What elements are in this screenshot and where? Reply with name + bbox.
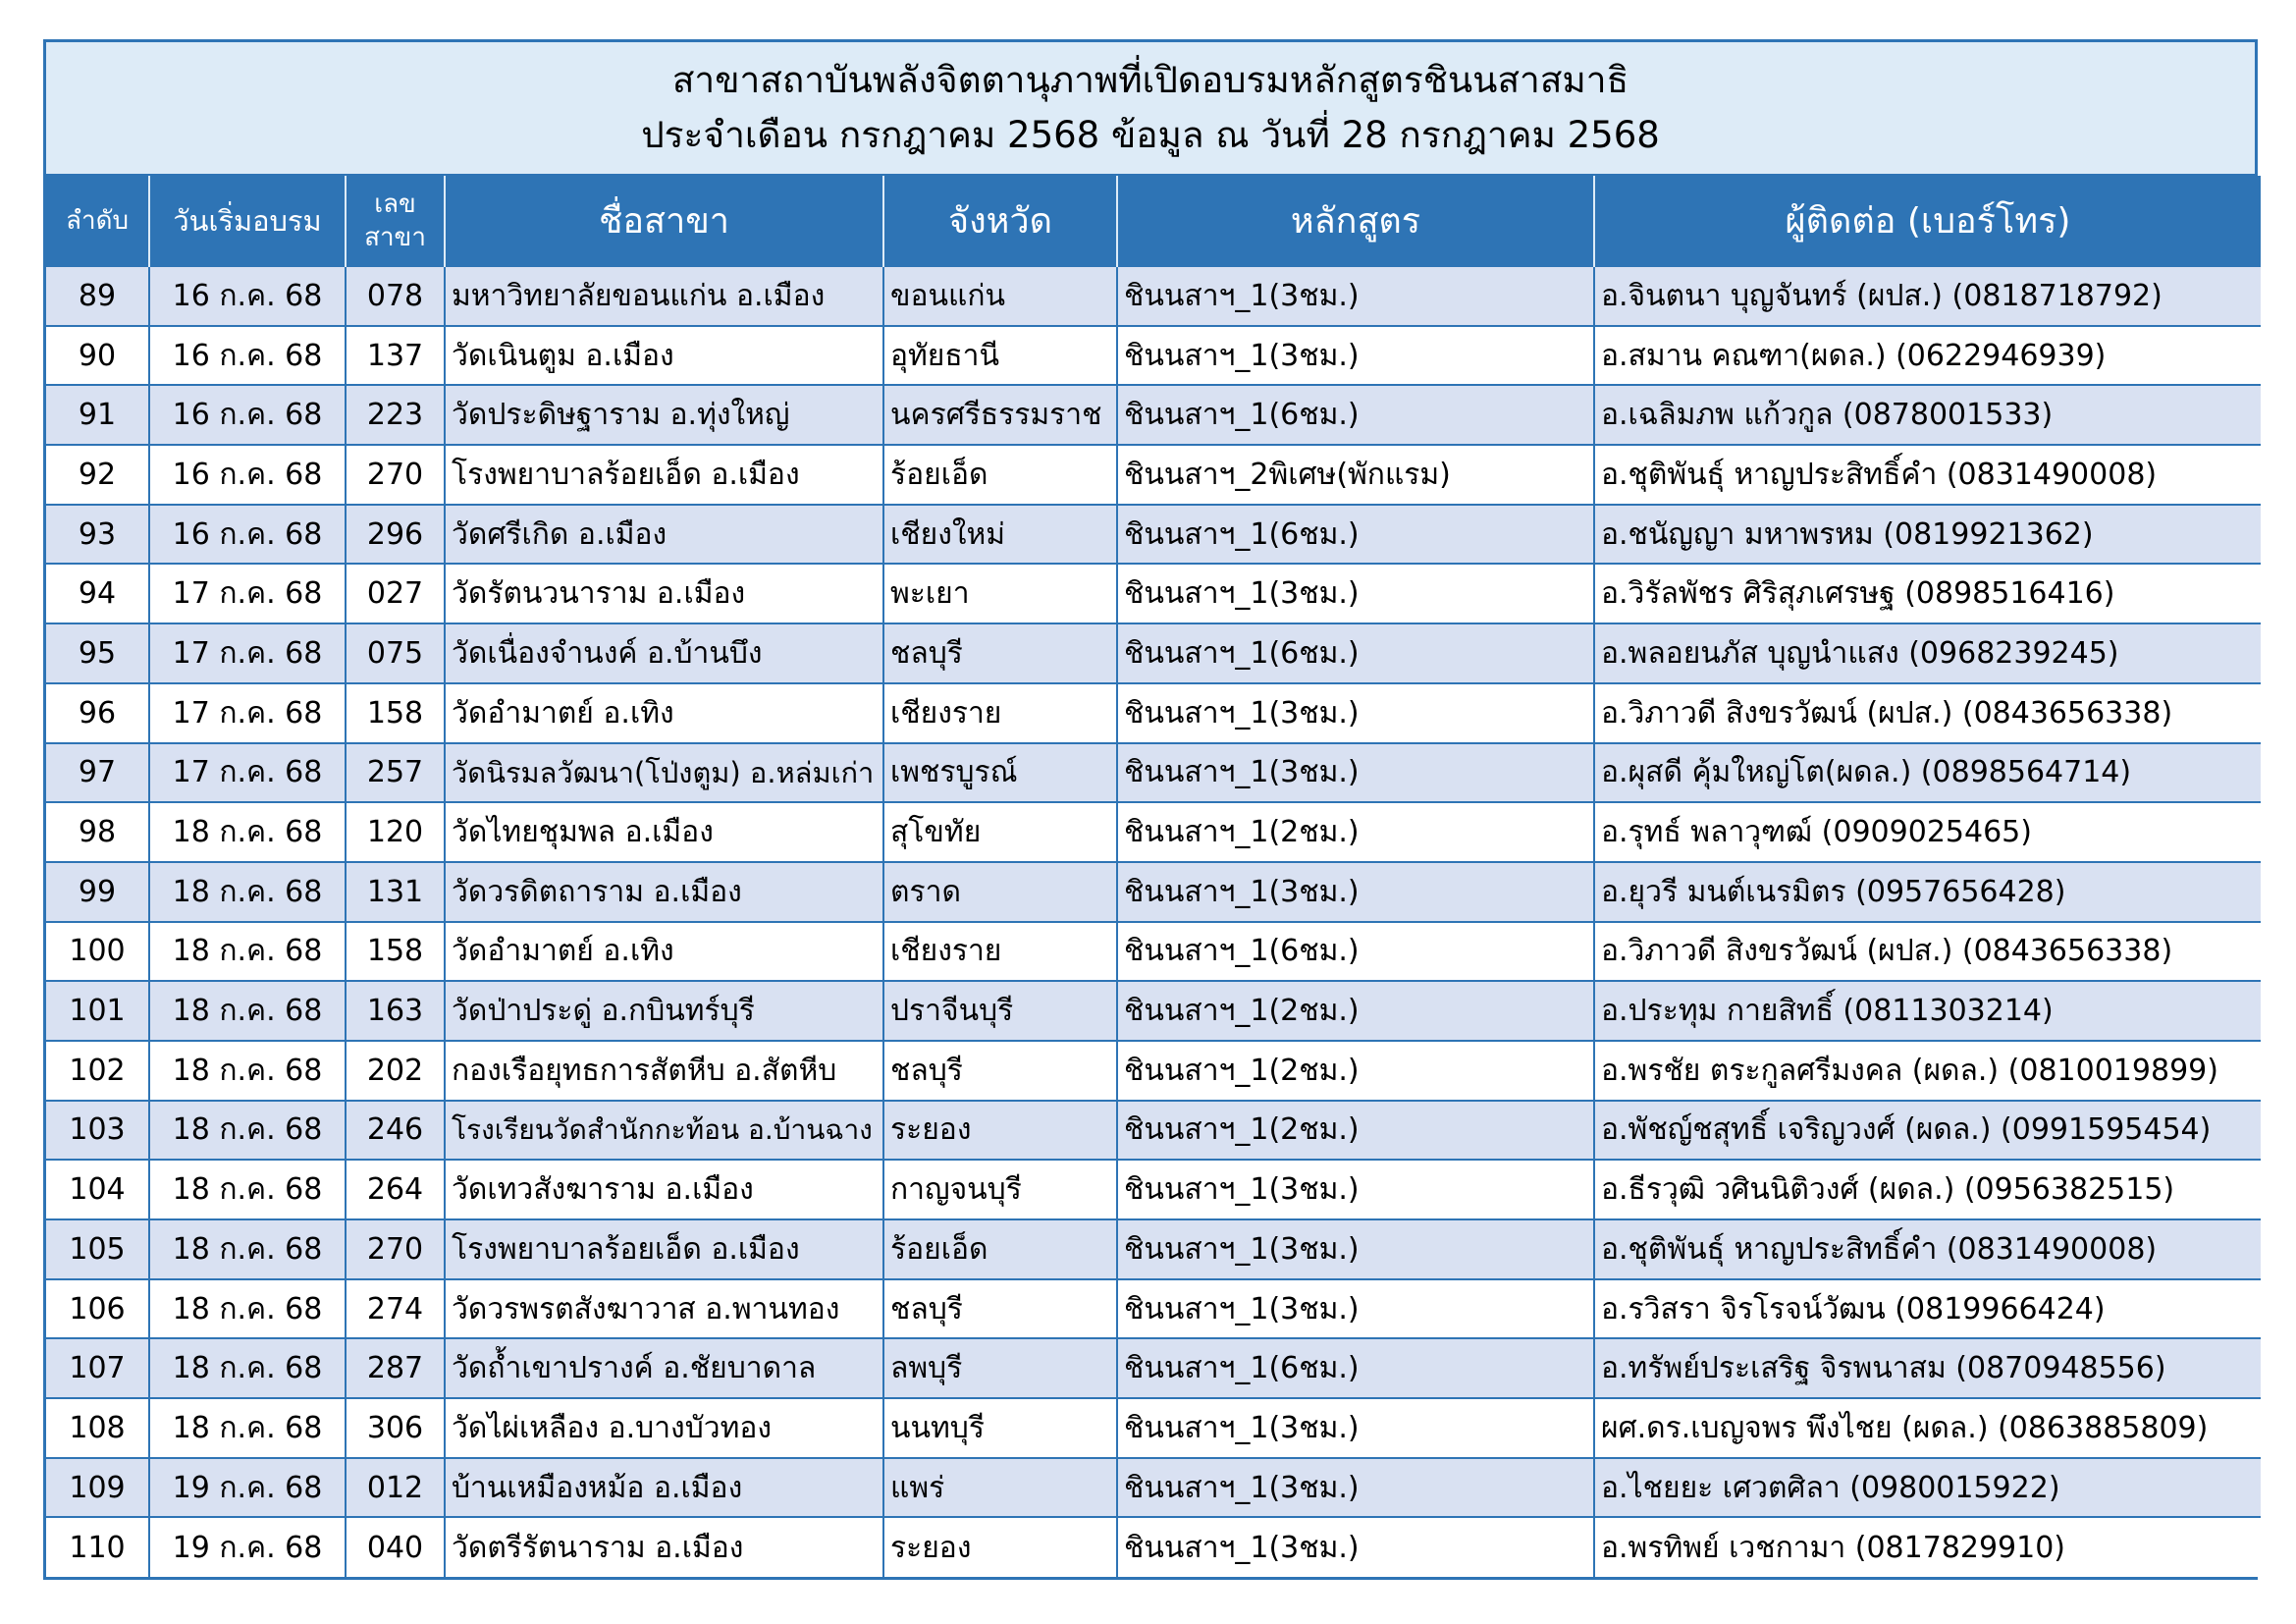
cell-contact: อ.ประทุม กายสิทธิ์ (0811303214) <box>1594 981 2261 1041</box>
cell-course: ชินนสาฯ_1(6ชม.) <box>1117 1338 1594 1398</box>
table-row <box>46 1160 2261 1219</box>
cell-course: ชินนสาฯ_1(3ชม.) <box>1117 683 1594 743</box>
cell-course: ชินนสาฯ_1(3ชม.) <box>1117 1160 1594 1219</box>
cell-contact: อ.วิรัลพัชร ศิริสุภเศรษฐ (0898516416) <box>1594 564 2261 623</box>
cell-contact: อ.ยุวรี มนต์เนรมิตร (0957656428) <box>1594 862 2261 922</box>
cell-course: ชินนสาฯ_1(6ชม.) <box>1117 385 1594 445</box>
cell-province: เชียงใหม่ <box>883 505 1117 565</box>
cell-course: ชินนสาฯ_1(3ชม.) <box>1117 1458 1594 1518</box>
cell-start-date: 18 ก.ค. 68 <box>149 802 346 862</box>
cell-contact: อ.ธีรวุฒิ วศินนิติวงศ์ (ผดล.) (0956382515) <box>1594 1160 2261 1219</box>
cell-start-date: 18 ก.ค. 68 <box>149 1160 346 1219</box>
cell-province: ร้อยเอ็ด <box>883 445 1117 505</box>
table-header-row <box>46 176 2261 266</box>
cell-branch-number: 296 <box>346 505 445 565</box>
cell-start-date: 19 ก.ค. 68 <box>149 1517 346 1577</box>
cell-branch-name: วัดถ้ำเขาปรางค์ อ.ชัยบาดาล <box>445 1338 883 1398</box>
cell-start-date: 17 ก.ค. 68 <box>149 564 346 623</box>
cell-contact: อ.วิภาวดี สิงขรวัฒน์ (ผปส.) (0843656338) <box>1594 683 2261 743</box>
table-row <box>46 1398 2261 1458</box>
table-body <box>46 266 2261 1577</box>
cell-province: ชลบุรี <box>883 1279 1117 1339</box>
cell-contact: อ.ทรัพย์ประเสริฐ จิรพนาสม (0870948556) <box>1594 1338 2261 1398</box>
cell-province: ร้อยเอ็ด <box>883 1219 1117 1279</box>
cell-course: ชินนสาฯ_1(6ชม.) <box>1117 623 1594 683</box>
cell-province: ปราจีนบุรี <box>883 981 1117 1041</box>
cell-course: ชินนสาฯ_1(2ชม.) <box>1117 802 1594 862</box>
cell-branch-name: โรงพยาบาลร้อยเอ็ด อ.เมือง <box>445 445 883 505</box>
cell-order: 101 <box>46 981 149 1041</box>
table-row <box>46 862 2261 922</box>
cell-start-date: 18 ก.ค. 68 <box>149 862 346 922</box>
cell-province: ชลบุรี <box>883 1041 1117 1101</box>
table-row <box>46 1458 2261 1518</box>
table-row <box>46 683 2261 743</box>
cell-contact: อ.รวิสรา จิรโรจน์วัฒน (0819966424) <box>1594 1279 2261 1339</box>
cell-start-date: 17 ก.ค. 68 <box>149 623 346 683</box>
header-branch-number <box>346 176 445 266</box>
cell-branch-number: 040 <box>346 1517 445 1577</box>
cell-contact: อ.สมาน คณฑา(ผดล.) (0622946939) <box>1594 326 2261 386</box>
cell-branch-name: วัดรัตนวนาราม อ.เมือง <box>445 564 883 623</box>
cell-branch-number: 306 <box>346 1398 445 1458</box>
cell-order: 97 <box>46 743 149 803</box>
cell-start-date: 16 ก.ค. 68 <box>149 445 346 505</box>
cell-branch-number: 274 <box>346 1279 445 1339</box>
cell-start-date: 17 ก.ค. 68 <box>149 743 346 803</box>
cell-province: นนทบุรี <box>883 1398 1117 1458</box>
cell-order: 110 <box>46 1517 149 1577</box>
cell-start-date: 19 ก.ค. 68 <box>149 1458 346 1518</box>
table-row <box>46 564 2261 623</box>
cell-contact: อ.พรชัย ตระกูลศรีมงคล (ผดล.) (0810019899) <box>1594 1041 2261 1101</box>
cell-branch-number: 270 <box>346 445 445 505</box>
cell-contact: อ.ไชยยะ เศวตศิลา (0980015922) <box>1594 1458 2261 1518</box>
cell-province: กาญจนบุรี <box>883 1160 1117 1219</box>
title-line-2: ประจำเดือน กรกฎาคม 2568 ข้อมูล ณ วันที่ 28 กรกฎาคม 2568 <box>641 114 1660 156</box>
cell-contact: อ.ชุติพันธุ์ หาญประสิทธิ์คำ (0831490008) <box>1594 1219 2261 1279</box>
cell-branch-name: โรงเรียนวัดสำนักกะท้อน อ.บ้านฉาง <box>445 1101 883 1161</box>
schedule-sheet <box>43 39 2258 1580</box>
cell-order: 105 <box>46 1219 149 1279</box>
table-row <box>46 1219 2261 1279</box>
cell-contact: อ.ชุติพันธุ์ หาญประสิทธิ์คำ (0831490008) <box>1594 445 2261 505</box>
cell-course: ชินนสาฯ_1(3ชม.) <box>1117 1279 1594 1339</box>
cell-order: 103 <box>46 1101 149 1161</box>
cell-order: 99 <box>46 862 149 922</box>
cell-start-date: 18 ก.ค. 68 <box>149 1279 346 1339</box>
cell-province: ขอนแก่น <box>883 266 1117 326</box>
cell-course: ชินนสาฯ_2พิเศษ(พักแรม) <box>1117 445 1594 505</box>
header-course: หลักสูตร <box>1117 176 1594 266</box>
cell-branch-number: 012 <box>346 1458 445 1518</box>
cell-branch-number: 131 <box>346 862 445 922</box>
cell-order: 102 <box>46 1041 149 1101</box>
cell-course: ชินนสาฯ_1(3ชม.) <box>1117 862 1594 922</box>
cell-province: ตราด <box>883 862 1117 922</box>
cell-province: ระยอง <box>883 1517 1117 1577</box>
cell-branch-number: 264 <box>346 1160 445 1219</box>
header-contact: ผู้ติดต่อ (เบอร์โทร) <box>1594 176 2261 266</box>
cell-course: ชินนสาฯ_1(3ชม.) <box>1117 326 1594 386</box>
cell-branch-name: วัดตรีรัตนาราม อ.เมือง <box>445 1517 883 1577</box>
table-row <box>46 505 2261 565</box>
cell-province: เพชรบูรณ์ <box>883 743 1117 803</box>
cell-branch-number: 078 <box>346 266 445 326</box>
cell-course: ชินนสาฯ_1(6ชม.) <box>1117 922 1594 982</box>
table-row <box>46 1279 2261 1339</box>
cell-contact: ผศ.ดร.เบญจพร พึงไชย (ผดล.) (0863885809) <box>1594 1398 2261 1458</box>
cell-course: ชินนสาฯ_1(3ชม.) <box>1117 1517 1594 1577</box>
cell-branch-name: บ้านเหมืองหม้อ อ.เมือง <box>445 1458 883 1518</box>
cell-order: 96 <box>46 683 149 743</box>
cell-course: ชินนสาฯ_1(6ชม.) <box>1117 505 1594 565</box>
cell-branch-name: โรงพยาบาลร้อยเอ็ด อ.เมือง <box>445 1219 883 1279</box>
cell-branch-name: วัดอำมาตย์ อ.เทิง <box>445 922 883 982</box>
table-row <box>46 266 2261 326</box>
cell-branch-name: วัดประดิษฐาราม อ.ทุ่งใหญ่ <box>445 385 883 445</box>
table-row <box>46 1101 2261 1161</box>
cell-branch-name: กองเรือยุทธการสัตหีบ อ.สัตหีบ <box>445 1041 883 1101</box>
cell-province: นครศรีธรรมราช <box>883 385 1117 445</box>
header-branch-number-line1: เลข <box>374 189 416 219</box>
cell-branch-number: 027 <box>346 564 445 623</box>
table-row <box>46 1338 2261 1398</box>
table-row <box>46 802 2261 862</box>
cell-branch-number: 137 <box>346 326 445 386</box>
cell-branch-name: วัดศรีเกิด อ.เมือง <box>445 505 883 565</box>
table-row <box>46 623 2261 683</box>
title-block <box>46 42 2255 176</box>
cell-contact: อ.ผุสดี คุ้มใหญ่โต(ผดล.) (0898564714) <box>1594 743 2261 803</box>
cell-contact: อ.จินตนา บุญจันทร์ (ผปส.) (0818718792) <box>1594 266 2261 326</box>
cell-branch-number: 120 <box>346 802 445 862</box>
cell-course: ชินนสาฯ_1(2ชม.) <box>1117 981 1594 1041</box>
cell-branch-name: วัดไทยชุมพล อ.เมือง <box>445 802 883 862</box>
cell-branch-number: 246 <box>346 1101 445 1161</box>
cell-province: อุทัยธานี <box>883 326 1117 386</box>
cell-contact: อ.ชนัญญา มหาพรหม (0819921362) <box>1594 505 2261 565</box>
cell-province: เชียงราย <box>883 922 1117 982</box>
cell-branch-name: วัดไผ่เหลือง อ.บางบัวทอง <box>445 1398 883 1458</box>
cell-province: ชลบุรี <box>883 623 1117 683</box>
cell-branch-number: 287 <box>346 1338 445 1398</box>
table-row <box>46 922 2261 982</box>
cell-order: 100 <box>46 922 149 982</box>
cell-branch-number: 202 <box>346 1041 445 1101</box>
cell-branch-number: 158 <box>346 922 445 982</box>
cell-start-date: 18 ก.ค. 68 <box>149 981 346 1041</box>
cell-start-date: 18 ก.ค. 68 <box>149 922 346 982</box>
table-row <box>46 445 2261 505</box>
header-order: ลำดับ <box>46 176 149 266</box>
header-start-date: วันเริ่มอบรม <box>149 176 346 266</box>
cell-branch-name: วัดนิรมลวัฒนา(โป่งตูม) อ.หล่มเก่า <box>445 743 883 803</box>
cell-course: ชินนสาฯ_1(3ชม.) <box>1117 1398 1594 1458</box>
header-province: จังหวัด <box>883 176 1117 266</box>
cell-start-date: 16 ก.ค. 68 <box>149 326 346 386</box>
cell-contact: อ.วิภาวดี สิงขรวัฒน์ (ผปส.) (0843656338) <box>1594 922 2261 982</box>
cell-order: 106 <box>46 1279 149 1339</box>
cell-order: 92 <box>46 445 149 505</box>
table-row <box>46 1517 2261 1577</box>
cell-branch-number: 163 <box>346 981 445 1041</box>
cell-branch-number: 158 <box>346 683 445 743</box>
cell-province: ลพบุรี <box>883 1338 1117 1398</box>
cell-order: 109 <box>46 1458 149 1518</box>
table-row <box>46 326 2261 386</box>
cell-contact: อ.พลอยนภัส บุญนำแสง (0968239245) <box>1594 623 2261 683</box>
cell-order: 89 <box>46 266 149 326</box>
header-branch-name: ชื่อสาขา <box>445 176 883 266</box>
cell-start-date: 18 ก.ค. 68 <box>149 1219 346 1279</box>
cell-branch-number: 223 <box>346 385 445 445</box>
cell-order: 94 <box>46 564 149 623</box>
cell-contact: อ.เฉลิมภพ แก้วกูล (0878001533) <box>1594 385 2261 445</box>
cell-course: ชินนสาฯ_1(3ชม.) <box>1117 1219 1594 1279</box>
cell-start-date: 17 ก.ค. 68 <box>149 683 346 743</box>
cell-branch-number: 075 <box>346 623 445 683</box>
cell-contact: อ.พัชญ์ชสุทธิ์ เจริญวงศ์ (ผดล.) (0991595454) <box>1594 1101 2261 1161</box>
header-branch-number-line2: สาขา <box>364 222 426 252</box>
title-line-1: สาขาสถาบันพลังจิตตานุภาพที่เปิดอบรมหลักสูตรชินนสาสมาธิ <box>671 59 1629 101</box>
cell-course: ชินนสาฯ_1(2ชม.) <box>1117 1041 1594 1101</box>
cell-province: เชียงราย <box>883 683 1117 743</box>
cell-branch-name: วัดวรพรตสังฆาวาส อ.พานทอง <box>445 1279 883 1339</box>
cell-course: ชินนสาฯ_1(3ชม.) <box>1117 266 1594 326</box>
cell-start-date: 18 ก.ค. 68 <box>149 1101 346 1161</box>
cell-branch-name: วัดเนินตูม อ.เมือง <box>445 326 883 386</box>
table-row <box>46 743 2261 803</box>
cell-province: สุโขทัย <box>883 802 1117 862</box>
cell-course: ชินนสาฯ_1(2ชม.) <box>1117 1101 1594 1161</box>
cell-branch-number: 257 <box>346 743 445 803</box>
cell-contact: อ.พรทิพย์ เวชกามา (0817829910) <box>1594 1517 2261 1577</box>
table-row <box>46 1041 2261 1101</box>
table-row <box>46 981 2261 1041</box>
cell-province: แพร่ <box>883 1458 1117 1518</box>
cell-branch-name: วัดวรดิตถาราม อ.เมือง <box>445 862 883 922</box>
cell-start-date: 16 ก.ค. 68 <box>149 505 346 565</box>
cell-course: ชินนสาฯ_1(3ชม.) <box>1117 564 1594 623</box>
cell-start-date: 18 ก.ค. 68 <box>149 1041 346 1101</box>
table-row <box>46 385 2261 445</box>
cell-order: 95 <box>46 623 149 683</box>
cell-order: 90 <box>46 326 149 386</box>
cell-order: 108 <box>46 1398 149 1458</box>
cell-start-date: 18 ก.ค. 68 <box>149 1398 346 1458</box>
cell-branch-name: วัดอำมาตย์ อ.เทิง <box>445 683 883 743</box>
cell-branch-name: วัดเนื่องจำนงค์ อ.บ้านบึง <box>445 623 883 683</box>
cell-province: พะเยา <box>883 564 1117 623</box>
cell-province: ระยอง <box>883 1101 1117 1161</box>
cell-start-date: 16 ก.ค. 68 <box>149 266 346 326</box>
cell-course: ชินนสาฯ_1(3ชม.) <box>1117 743 1594 803</box>
cell-contact: อ.รุทธ์ พลาวุฑฒ์ (0909025465) <box>1594 802 2261 862</box>
cell-order: 104 <box>46 1160 149 1219</box>
cell-branch-name: มหาวิทยาลัยขอนแก่น อ.เมือง <box>445 266 883 326</box>
cell-order: 98 <box>46 802 149 862</box>
cell-branch-name: วัดเทวสังฆาราม อ.เมือง <box>445 1160 883 1219</box>
cell-start-date: 18 ก.ค. 68 <box>149 1338 346 1398</box>
cell-branch-number: 270 <box>346 1219 445 1279</box>
cell-branch-name: วัดป่าประดู่ อ.กบินทร์บุรี <box>445 981 883 1041</box>
training-schedule-table <box>46 176 2261 1577</box>
cell-order: 107 <box>46 1338 149 1398</box>
cell-start-date: 16 ก.ค. 68 <box>149 385 346 445</box>
cell-order: 91 <box>46 385 149 445</box>
cell-order: 93 <box>46 505 149 565</box>
